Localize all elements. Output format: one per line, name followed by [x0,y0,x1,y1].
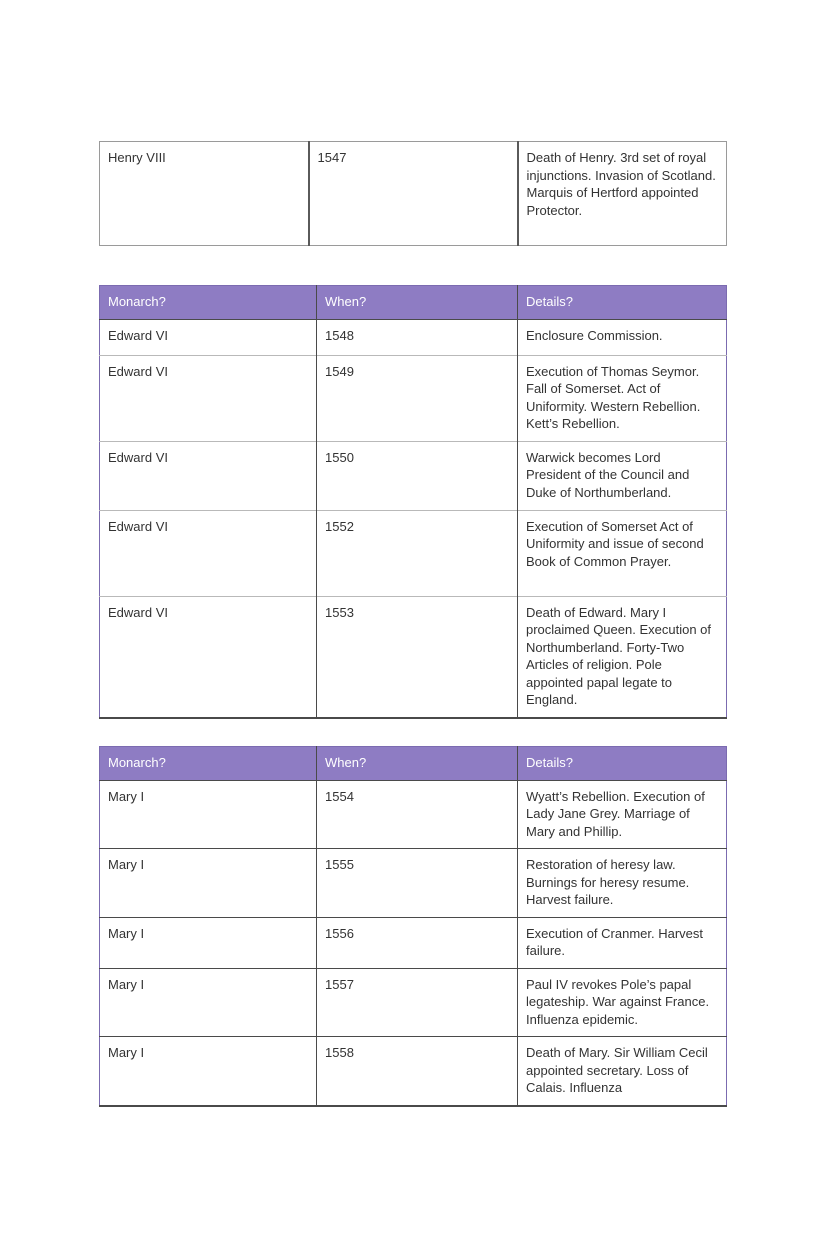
table-row [100,319,727,355]
table-row [100,849,727,918]
cell-monarch: Mary I [100,780,317,849]
table-row [100,142,727,246]
table-row [100,441,727,510]
cell-details: Execution of Somerset Act of Uniformity and issue of second Book of Common Prayer. [518,510,727,596]
cell-details: Restoration of heresy law. Burnings for heresy resume. Harvest failure. [518,849,727,918]
cell-monarch: Edward VI [100,441,317,510]
cell-details: Execution of Thomas Seymor. Fall of Somerset. Act of Uniformity. Western Rebellion. Kett’s Rebellion. [518,355,727,441]
cell-monarch: Edward VI [100,596,317,718]
cell-monarch: Edward VI [100,510,317,596]
cell-monarch: Mary I [100,968,317,1037]
column-header-when: When? [317,747,518,781]
cell-monarch: Edward VI [100,319,317,355]
column-header-details: Details? [518,747,727,781]
cell-details: Warwick becomes Lord President of the Council and Duke of Northumberland. [518,441,727,510]
cell-when: 1554 [317,780,518,849]
table-body [100,142,727,246]
cell-details: Wyatt’s Rebellion. Execution of Lady Jane Grey. Marriage of Mary and Phillip. [518,780,727,849]
table-edward-vi [99,285,727,719]
cell-details: Paul IV revokes Pole’s papal legateship. War against France. Influenza epidemic. [518,968,727,1037]
cell-monarch: Mary I [100,917,317,968]
table-row [100,917,727,968]
column-header-monarch: Monarch? [100,747,317,781]
cell-details: Execution of Cranmer. Harvest failure. [518,917,727,968]
cell-when: 1547 [309,142,518,246]
column-header-monarch: Monarch? [100,286,317,320]
cell-when: 1550 [317,441,518,510]
table-henry-viii [99,141,727,246]
table-row [100,780,727,849]
cell-when: 1549 [317,355,518,441]
cell-monarch: Mary I [100,849,317,918]
column-header-when: When? [317,286,518,320]
column-header-details: Details? [518,286,727,320]
cell-when: 1553 [317,596,518,718]
cell-monarch: Mary I [100,1037,317,1106]
table-row [100,596,727,718]
table-header [100,747,727,781]
table-body [100,319,727,718]
cell-monarch: Henry VIII [100,142,309,246]
cell-when: 1558 [317,1037,518,1106]
cell-when: 1552 [317,510,518,596]
cell-details: Death of Edward. Mary I proclaimed Queen. Execution of Northumberland. Forty-Two Articles of religion. Pole appointed papal legate to England. [518,596,727,718]
table-mary-i [99,746,727,1107]
cell-when: 1548 [317,319,518,355]
cell-details: Death of Henry. 3rd set of royal injunctions. Invasion of Scotland. Marquis of Hertford appointed Protector. [518,142,727,246]
table-row [100,355,727,441]
cell-details: Enclosure Commission. [518,319,727,355]
table-header-row [100,286,727,320]
cell-when: 1557 [317,968,518,1037]
table-row [100,510,727,596]
cell-details: Death of Mary. Sir William Cecil appointed secretary. Loss of Calais. Influenza [518,1037,727,1106]
cell-when: 1556 [317,917,518,968]
table-header-row [100,747,727,781]
table-body [100,780,727,1106]
cell-monarch: Edward VI [100,355,317,441]
table-row [100,968,727,1037]
table-header [100,286,727,320]
cell-when: 1555 [317,849,518,918]
table-row [100,1037,727,1106]
